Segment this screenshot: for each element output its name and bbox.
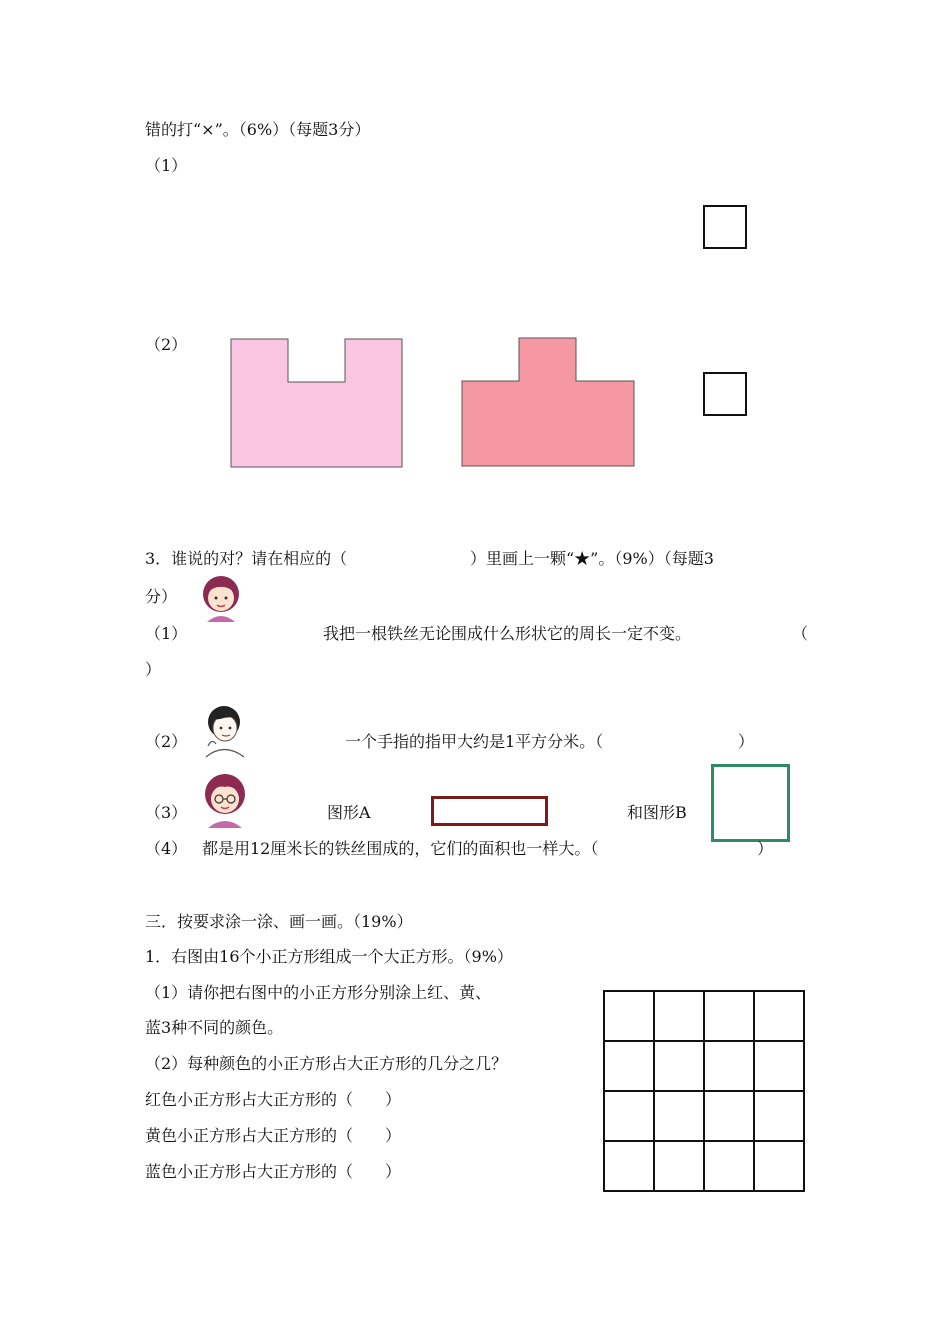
- answer-box-2[interactable]: [703, 372, 747, 416]
- question-label-1: （1）: [145, 156, 188, 175]
- grid-cell[interactable]: [604, 1091, 654, 1141]
- part3-q1: 1．右图由16个小正方形组成一个大正方形。（9%）: [145, 947, 513, 966]
- grid-cell[interactable]: [654, 1041, 704, 1091]
- part3-sub1-line2: 蓝3种不同的颜色。: [145, 1018, 284, 1037]
- grid-cell[interactable]: [604, 991, 654, 1041]
- grid-cell[interactable]: [754, 991, 804, 1041]
- q3-item1-label: （1）: [145, 624, 188, 643]
- q3-title-part-c: 分）: [145, 587, 178, 606]
- grid-cell[interactable]: [704, 1091, 754, 1141]
- girl-avatar-icon: [197, 572, 245, 624]
- figure-a-rectangle: [431, 796, 548, 826]
- red-fraction-answer: 红色小正方形占大正方形的（ ）: [145, 1090, 402, 1109]
- q3-item3-label: （3）: [145, 803, 188, 822]
- grid-cell[interactable]: [704, 1141, 754, 1191]
- q3-item4-label: （4）: [145, 839, 188, 858]
- boy-avatar-icon: [200, 702, 250, 758]
- q3-item4-text: 都是用12厘米长的铁丝围成的，它们的面积也一样大。（: [202, 839, 599, 858]
- q3-item2-paren-close: ）: [738, 732, 755, 751]
- grid-cell[interactable]: [754, 1091, 804, 1141]
- answer-box-1[interactable]: [703, 205, 747, 249]
- question-label-2: （2）: [145, 335, 188, 354]
- grid-cell[interactable]: [754, 1141, 804, 1191]
- grid-cell[interactable]: [604, 1041, 654, 1091]
- grid-cell[interactable]: [654, 991, 704, 1041]
- q3-item2-label: （2）: [145, 732, 188, 751]
- grid-cell[interactable]: [704, 991, 754, 1041]
- part3-sub2: （2）每种颜色的小正方形占大正方形的几分之几？: [145, 1054, 508, 1073]
- girl-glasses-avatar-icon: [198, 770, 252, 830]
- grid-cell[interactable]: [704, 1041, 754, 1091]
- q3-title-part-a: 3．谁说的对？请在相应的（: [145, 549, 348, 568]
- shape-t-figure: [460, 337, 638, 469]
- q3-item1-text: 我把一根铁丝无论围成什么形状它的周长一定不变。: [323, 624, 692, 643]
- part3-sub1-line1: （1）请你把右图中的小正方形分别涂上红、黄、: [145, 983, 492, 1002]
- blue-fraction-answer: 蓝色小正方形占大正方形的（ ）: [145, 1162, 402, 1181]
- coloring-grid: [603, 990, 805, 1192]
- q3-item2-text: 一个手指的指甲大约是1平方分米。（: [345, 732, 604, 751]
- q3-item4-paren-close: ）: [757, 839, 774, 858]
- part2-instruction: 错的打“×”。（6%）（每题3分）: [145, 120, 371, 139]
- q3-item3-text-a: 图形A: [327, 803, 371, 822]
- shape-u-figure: [230, 338, 405, 470]
- figure-b-square: [711, 764, 790, 842]
- grid-cell[interactable]: [604, 1141, 654, 1191]
- q3-item1-paren-close: ）: [145, 660, 162, 679]
- q3-title-part-b: ）里画上一颗“★”。（9%）（每题3: [470, 549, 714, 568]
- grid-cell[interactable]: [654, 1141, 704, 1191]
- part3-title: 三．按要求涂一涂、画一画。（19%）: [145, 912, 413, 931]
- q3-item1-paren-open: （: [792, 624, 809, 643]
- grid-cell[interactable]: [654, 1091, 704, 1141]
- yellow-fraction-answer: 黄色小正方形占大正方形的（ ）: [145, 1126, 402, 1145]
- grid-cell[interactable]: [754, 1041, 804, 1091]
- q3-item3-text-b: 和图形B: [627, 803, 687, 822]
